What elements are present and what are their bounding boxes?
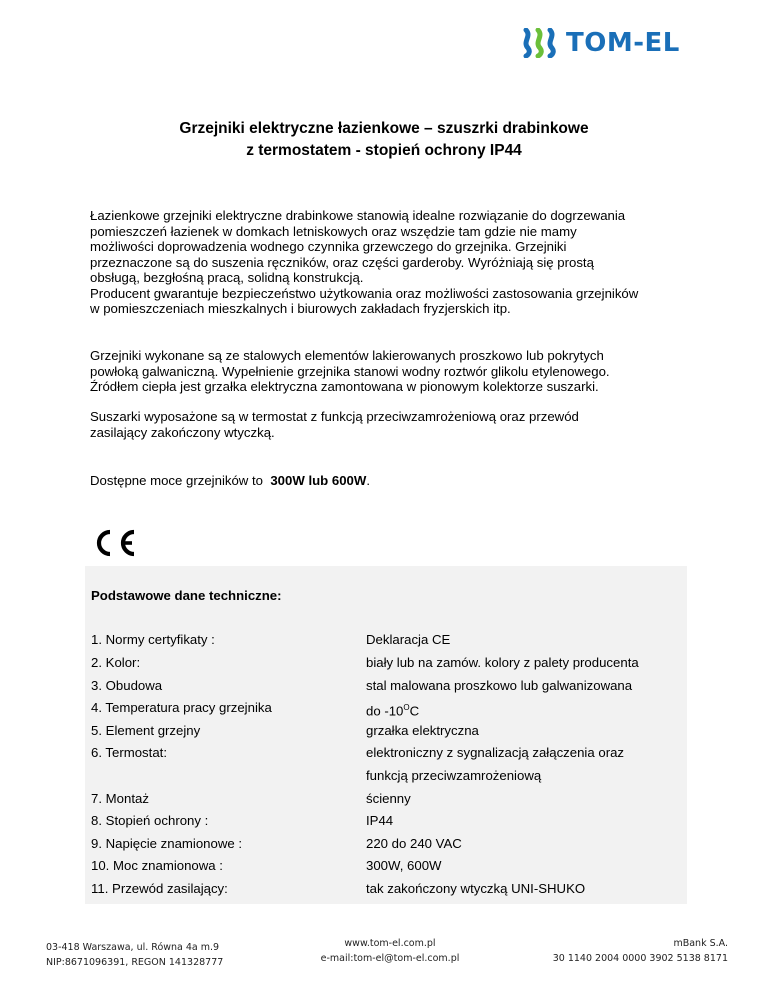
spec-value: IP44 (366, 813, 394, 828)
ce-mark-icon (90, 528, 138, 563)
logo-text: TOM-EL (566, 28, 680, 58)
company-logo (522, 28, 680, 58)
equipment-paragraph (90, 409, 700, 440)
footer-line: 30 1140 2004 0000 3902 5138 8171 (552, 953, 728, 964)
spec-label: 10. Moc znamionowa : (91, 858, 223, 873)
footer-line: NIP:8671096391, REGON 141328777 (46, 957, 224, 968)
text-line: w pomieszczeniach mieszkalnych i biurowych zakładach fryzjerskich itp. (90, 301, 511, 316)
spec-label: 2. Kolor: (91, 655, 141, 670)
degree-sup: O (403, 703, 410, 712)
text-line: powłoką galwaniczną. Wypełnienie grzejnika stanowi wodny roztwór glikolu etylenowego. (90, 363, 610, 379)
power-prefix: Dostępne moce grzejników to (90, 473, 271, 488)
spec-label: 1. Normy certyfikaty : (91, 632, 215, 647)
spec-value: biały lub na zamów. kolory z palety producenta (366, 655, 639, 670)
spec-value (366, 700, 686, 719)
footer-line: mBank S.A. (673, 938, 728, 949)
power-paragraph (90, 473, 700, 489)
power-values: 300W lub 600W (270, 473, 367, 488)
title-line-2: z termostatem - stopień ochrony IP44 (246, 142, 522, 159)
temp-unit: C (409, 703, 420, 719)
text-line: Łazienkowe grzejniki elektryczne drabinkowe stanowią idealne rozwiązanie do dogrzewania (90, 208, 626, 223)
text-line: obsługą, bezgłośną pracą, solidną konstrukcją. (90, 270, 364, 285)
spec-value: ścienny (366, 791, 411, 806)
logo-waves-icon (522, 28, 560, 58)
intro-paragraph (90, 208, 700, 317)
spec-label: 4. Temperatura pracy grzejnika (91, 700, 272, 715)
construction-paragraph (90, 348, 700, 395)
spec-heading: Podstawowe dane techniczne: (91, 588, 282, 603)
footer-contact (290, 936, 490, 966)
spec-label: 3. Obudowa (91, 678, 163, 693)
spec-value: grzałka elektryczna (366, 723, 479, 738)
spec-label: 7. Montaż (91, 791, 149, 806)
footer-bank (520, 936, 728, 966)
spec-value: tak zakończony wtyczką UNI-SHUKO (366, 881, 586, 896)
document-title (0, 118, 768, 162)
text-line: Suszarki wyposażone są w termostat z funkcją przeciwzamrożeniową oraz przewód (90, 409, 579, 424)
text-line: Producent gwarantuje bezpieczeństwo użytkowania oraz możliwości zastosowania grzejników (90, 285, 639, 301)
text-line: Grzejniki wykonane są ze stalowych elementów lakierowanych proszkowo lub pokrytych (90, 348, 604, 363)
spec-label: 11. Przewód zasilający: (91, 881, 228, 896)
spec-label: 8. Stopień ochrony : (91, 813, 209, 828)
spec-label: 5. Element grzejny (91, 723, 201, 738)
spec-value: funkcją przeciwzamrożeniową (366, 768, 542, 783)
spec-value: elektroniczny z sygnalizacją załączenia oraz (366, 745, 625, 760)
title-line-1: Grzejniki elektryczne łazienkowe – szuszrki drabinkowe (179, 120, 589, 137)
text-line: Źródłem ciepła jest grzałka elektryczna zamontowana w pionowym kolektorze suszarki. (90, 379, 599, 394)
spec-value: 220 do 240 VAC (366, 836, 462, 851)
spec-value: Deklaracja CE (366, 632, 451, 647)
text-line: zasilający zakończony wtyczką. (90, 424, 275, 440)
spec-value: 300W, 600W (366, 858, 442, 873)
footer-line: 03-418 Warszawa, ul. Równa 4a m.9 (46, 942, 220, 953)
website-link[interactable]: www.tom-el.com.pl (344, 938, 436, 949)
spec-value: stal malowana proszkowo lub galwanizowana (366, 678, 633, 693)
spec-label: 6. Termostat: (91, 745, 167, 760)
spec-table (85, 566, 687, 904)
temp-value: do -10 (366, 703, 404, 719)
spec-label: 9. Napięcie znamionowe : (91, 836, 243, 851)
footer-address (46, 940, 223, 970)
text-line: możliwości doprowadzenia wodnego czynnika grzewczego do grzejnika. Grzejniki (90, 239, 567, 254)
power-suffix: . (366, 473, 371, 488)
text-line: pomieszczeń łazienek w domkach letniskowych oraz wszędzie tam gdzie nie mamy (90, 223, 577, 239)
text-line: przeznaczone są do suszenia ręczników, oraz części garderoby. Wyróżniają się prostą (90, 254, 594, 270)
email-link[interactable]: e-mail:tom-el@tom-el.com.pl (320, 953, 460, 964)
